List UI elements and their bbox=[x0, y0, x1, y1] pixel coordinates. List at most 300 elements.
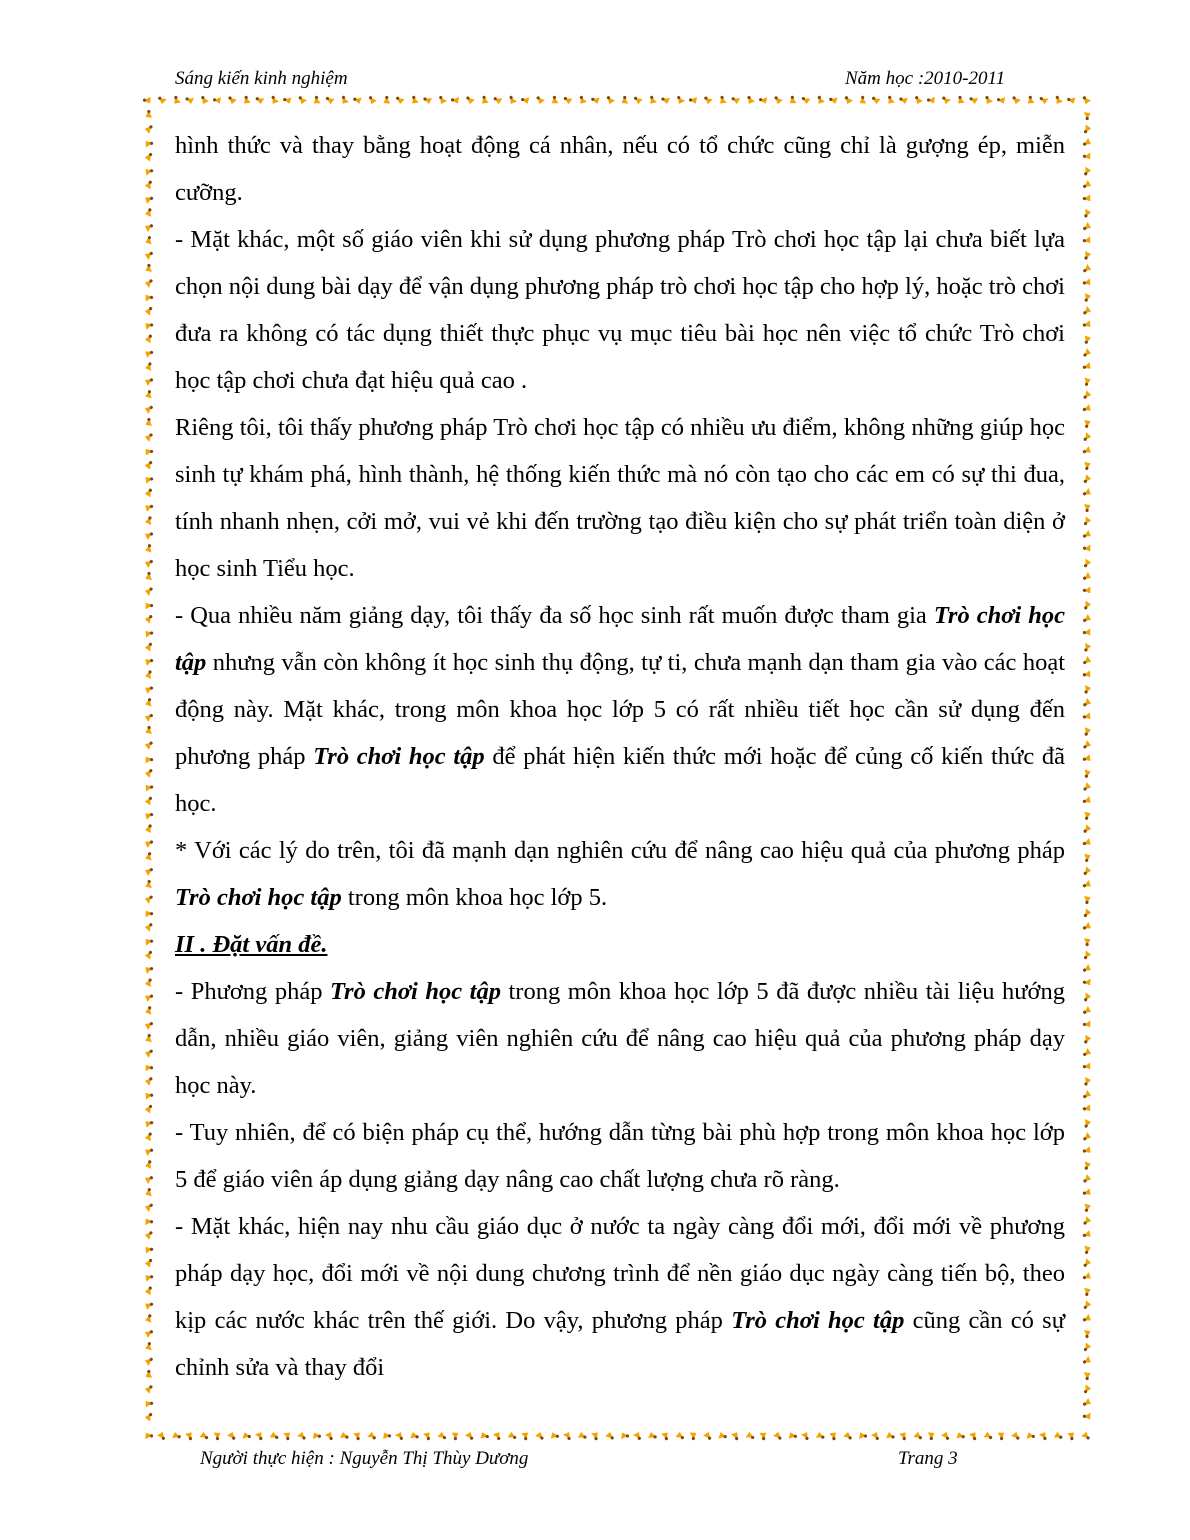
border-ornament bbox=[297, 1431, 307, 1440]
border-ornament bbox=[465, 1430, 476, 1440]
border-ornament bbox=[143, 964, 154, 975]
border-ornament bbox=[409, 95, 419, 106]
emphasis-text: Trò chơi học tập bbox=[731, 1307, 905, 1334]
border-ornament bbox=[283, 97, 293, 105]
border-ornament bbox=[913, 1431, 923, 1440]
border-ornament bbox=[143, 754, 154, 764]
border-ornament bbox=[145, 1132, 152, 1141]
border-ornament bbox=[269, 95, 280, 106]
border-ornament bbox=[353, 1430, 363, 1441]
border-ornament bbox=[675, 95, 686, 105]
border-ornament bbox=[145, 1006, 152, 1015]
border-ornament bbox=[143, 320, 154, 330]
border-ornament bbox=[143, 656, 154, 667]
border-ornament bbox=[1082, 320, 1093, 330]
border-ornament bbox=[144, 1342, 152, 1352]
text-run: - Phương pháp bbox=[175, 978, 330, 1005]
border-ornament bbox=[143, 1202, 153, 1213]
border-ornament bbox=[1084, 209, 1091, 218]
border-ornament bbox=[382, 95, 391, 105]
border-ornament bbox=[871, 1430, 882, 1440]
border-ornament bbox=[1082, 572, 1092, 583]
border-ornament bbox=[521, 1430, 531, 1441]
border-ornament bbox=[1082, 1356, 1093, 1367]
border-ornament bbox=[297, 96, 308, 106]
border-ornament bbox=[1084, 643, 1091, 652]
border-ornament bbox=[1083, 1300, 1092, 1310]
border-ornament bbox=[1084, 418, 1092, 428]
paragraph bbox=[175, 827, 1065, 921]
border-ornament bbox=[144, 642, 152, 651]
border-ornament bbox=[1082, 194, 1093, 204]
border-ornament bbox=[1082, 1104, 1093, 1114]
border-ornament bbox=[731, 1430, 742, 1441]
border-ornament bbox=[689, 1430, 698, 1440]
border-ornament bbox=[969, 1430, 980, 1441]
border-ornament bbox=[1083, 698, 1093, 709]
border-ornament bbox=[143, 1020, 153, 1031]
border-ornament bbox=[144, 124, 153, 134]
border-ornament bbox=[1082, 1006, 1092, 1017]
border-ornament bbox=[144, 852, 152, 861]
border-ornament bbox=[1083, 460, 1092, 470]
border-ornament bbox=[437, 1431, 447, 1439]
border-ornament bbox=[829, 1430, 839, 1441]
border-ornament bbox=[157, 96, 167, 105]
border-ornament bbox=[242, 1431, 252, 1439]
border-ornament bbox=[143, 250, 153, 261]
border-ornament bbox=[144, 1230, 153, 1240]
border-ornament bbox=[479, 95, 489, 106]
border-ornament bbox=[1082, 1188, 1093, 1198]
border-ornament bbox=[143, 446, 154, 456]
border-ornament bbox=[157, 1430, 168, 1440]
border-ornament bbox=[1083, 222, 1093, 233]
border-ornament bbox=[143, 600, 154, 610]
border-ornament bbox=[675, 1431, 685, 1439]
border-ornament bbox=[1083, 824, 1092, 834]
border-ornament bbox=[145, 824, 152, 833]
border-ornament bbox=[437, 95, 448, 105]
border-ornament bbox=[143, 1300, 154, 1311]
border-ornament bbox=[1084, 1384, 1092, 1394]
border-ornament bbox=[843, 96, 854, 106]
border-ornament bbox=[1084, 852, 1092, 862]
border-ornament bbox=[144, 1384, 153, 1394]
border-ornament bbox=[1084, 601, 1091, 610]
border-ornament bbox=[1082, 138, 1092, 149]
border-ornament bbox=[717, 95, 727, 106]
text-run: - Qua nhiều năm giảng dạy, tôi thấy đa số học sinh rất muốn được tham gia bbox=[175, 602, 934, 629]
border-ornament bbox=[591, 97, 600, 104]
border-ornament bbox=[1083, 390, 1092, 400]
border-ornament bbox=[577, 95, 588, 106]
border-ornament bbox=[1082, 1020, 1093, 1030]
border-ornament bbox=[381, 1431, 391, 1440]
border-ornament bbox=[144, 263, 153, 273]
border-ornament bbox=[1083, 474, 1091, 484]
border-ornament bbox=[144, 880, 153, 890]
text-run: để phát hiện kiến thức mới hoặc để củng cố kiến thức đã học. bbox=[175, 743, 1066, 817]
border-ornament bbox=[144, 1369, 153, 1379]
border-ornament bbox=[1083, 1370, 1092, 1380]
border-ornament bbox=[857, 95, 866, 105]
border-ornament bbox=[255, 97, 264, 104]
border-ornament bbox=[1083, 306, 1093, 317]
border-ornament bbox=[619, 1431, 629, 1440]
border-ornament bbox=[1084, 251, 1091, 260]
border-ornament bbox=[144, 306, 152, 316]
border-ornament bbox=[563, 1430, 574, 1441]
border-ornament bbox=[619, 95, 628, 105]
border-ornament bbox=[956, 1432, 965, 1439]
border-ornament bbox=[339, 95, 350, 106]
border-ornament bbox=[1083, 110, 1092, 120]
emphasis-text: Trò chơi học tập bbox=[330, 978, 501, 1005]
border-ornament bbox=[801, 1430, 812, 1441]
border-ornament bbox=[1082, 964, 1093, 975]
border-ornament bbox=[605, 96, 616, 106]
border-ornament bbox=[144, 432, 153, 442]
border-ornament bbox=[983, 1431, 993, 1439]
border-ornament bbox=[1082, 796, 1093, 807]
border-ornament bbox=[144, 726, 153, 736]
border-ornament bbox=[145, 362, 152, 371]
border-ornament bbox=[1082, 236, 1093, 246]
border-ornament bbox=[508, 1431, 517, 1439]
border-ornament bbox=[144, 152, 152, 162]
border-ornament bbox=[144, 614, 153, 624]
border-ornament bbox=[144, 796, 152, 806]
text-run: trong môn khoa học lớp 5 đã được nhiều tài liệu hướng dẫn, nhiều giáo viên, giảng viên nghiên cứu để nâng cao hiệu quả của phương pháp dạy học này. bbox=[175, 978, 1065, 1099]
border-ornament bbox=[941, 1430, 952, 1440]
border-ornament bbox=[1084, 993, 1092, 1002]
border-ornament bbox=[227, 96, 237, 105]
paragraph: - Mặt khác, một số giáo viên khi sử dụng phương pháp Trò chơi học tập lại chưa biết lựa chọn nội dung bài dạy để vận dụng phương pháp trò chơi học tập cho hợp lý, hoặc trò chơi đưa ra không có tác dụng thiết thực phục vụ mục tiêu bài học nên việc tổ chức Trò chơi học tập chơi chưa đạt hiệu quả cao . bbox=[175, 226, 1065, 394]
border-ornament bbox=[145, 208, 152, 217]
text-run: - Mặt khác, hiện nay nhu cầu giáo dục ở nước ta ngày càng đổi mới, đổi mới về phương pháp dạy học, đổi mới về nội dung chương trình để nền giáo dục ngày càng tiến bộ, theo kịp các nước khác trên thế giới. Do vậy, phương pháp bbox=[175, 1213, 1065, 1334]
border-ornament bbox=[899, 97, 908, 104]
border-ornament bbox=[1084, 769, 1092, 778]
border-ornament bbox=[1082, 1272, 1093, 1283]
border-ornament bbox=[1084, 293, 1091, 302]
border-ornament bbox=[1084, 1035, 1091, 1044]
border-ornament bbox=[521, 97, 531, 105]
border-ornament bbox=[997, 97, 1007, 105]
border-ornament bbox=[143, 1244, 154, 1254]
border-ornament bbox=[1053, 95, 1064, 106]
border-ornament bbox=[1082, 362, 1093, 372]
border-ornament bbox=[144, 1412, 152, 1422]
border-ornament bbox=[549, 1431, 559, 1439]
emphasis-text: Trò chơi học tập bbox=[175, 884, 342, 911]
border-ornament bbox=[1082, 488, 1093, 499]
emphasis-text: Trò chơi học tập bbox=[175, 602, 1066, 676]
border-ornament bbox=[507, 95, 518, 106]
border-ornament bbox=[144, 1188, 152, 1198]
border-ornament bbox=[144, 1258, 152, 1268]
border-ornament bbox=[913, 95, 924, 105]
border-ornament bbox=[1083, 782, 1092, 792]
border-ornament bbox=[1083, 894, 1092, 904]
border-ornament bbox=[689, 96, 699, 105]
footer-author: Người thực hiện : Nguyễn Thị Thùy Dương bbox=[200, 1448, 529, 1469]
border-ornament bbox=[144, 922, 153, 932]
border-ornament bbox=[213, 96, 223, 105]
border-ornament bbox=[325, 1430, 336, 1441]
border-ornament bbox=[787, 95, 797, 106]
border-ornament bbox=[591, 1430, 601, 1441]
border-ornament bbox=[535, 1431, 546, 1441]
border-ornament bbox=[143, 1217, 153, 1226]
border-ornament bbox=[1084, 1203, 1092, 1212]
border-ornament bbox=[311, 95, 321, 106]
border-ornament bbox=[143, 1118, 154, 1128]
border-ornament bbox=[143, 992, 154, 1003]
paragraph bbox=[175, 1203, 1065, 1391]
border-ornament bbox=[1082, 922, 1093, 933]
border-ornament bbox=[605, 1431, 615, 1440]
border-ornament bbox=[1011, 96, 1022, 106]
border-ornament bbox=[1082, 1048, 1092, 1059]
border-ornament bbox=[955, 95, 965, 106]
border-ornament bbox=[1083, 936, 1092, 946]
border-ornament bbox=[563, 97, 573, 105]
border-ornament bbox=[143, 936, 154, 946]
border-ornament bbox=[816, 1432, 825, 1439]
border-ornament bbox=[395, 1430, 406, 1440]
border-ornament bbox=[1084, 727, 1091, 736]
border-ornament bbox=[578, 1432, 587, 1439]
border-ornament bbox=[480, 1431, 489, 1439]
border-ornament bbox=[899, 1430, 909, 1441]
border-ornament bbox=[1083, 740, 1093, 751]
border-ornament bbox=[465, 96, 475, 105]
section-heading bbox=[175, 921, 1065, 968]
border-ornament bbox=[857, 1431, 867, 1440]
border-ornament bbox=[535, 96, 546, 106]
border-ornament bbox=[144, 236, 152, 246]
border-ornament bbox=[1084, 685, 1091, 694]
border-ornament bbox=[145, 670, 152, 679]
border-ornament bbox=[1084, 1119, 1091, 1128]
border-ornament bbox=[1084, 1342, 1092, 1352]
emphasis-text: Trò chơi học tập bbox=[313, 743, 485, 770]
border-ornament bbox=[144, 278, 153, 288]
border-ornament bbox=[145, 180, 152, 189]
border-ornament bbox=[703, 1430, 714, 1440]
border-ornament bbox=[143, 810, 154, 821]
border-ornament bbox=[143, 194, 154, 205]
border-ornament bbox=[1082, 152, 1092, 161]
border-ornament bbox=[255, 1430, 266, 1441]
border-ornament bbox=[1082, 978, 1092, 987]
border-ornament bbox=[1082, 1398, 1092, 1409]
border-ornament bbox=[731, 97, 740, 104]
border-ornament bbox=[718, 1431, 727, 1439]
border-ornament bbox=[171, 95, 181, 106]
border-ornament bbox=[1082, 180, 1092, 191]
border-ornament bbox=[145, 516, 152, 525]
border-ornament bbox=[1011, 1431, 1022, 1441]
border-ornament bbox=[969, 97, 978, 104]
border-ornament bbox=[633, 1430, 644, 1440]
border-ornament bbox=[144, 698, 152, 707]
border-ornament bbox=[1082, 754, 1093, 764]
border-ornament bbox=[144, 950, 152, 960]
border-ornament bbox=[410, 1432, 419, 1439]
border-ornament bbox=[145, 334, 152, 343]
border-ornament bbox=[340, 1432, 349, 1439]
border-ornament bbox=[1082, 1062, 1093, 1072]
border-ornament bbox=[983, 95, 994, 106]
border-ornament bbox=[145, 488, 153, 497]
border-ornament bbox=[1082, 544, 1092, 553]
border-ornament bbox=[367, 1431, 377, 1440]
border-ornament bbox=[311, 1431, 321, 1439]
border-ornament bbox=[144, 390, 152, 400]
border-ornament bbox=[1083, 1328, 1092, 1338]
border-ornament bbox=[423, 1430, 434, 1441]
border-ornament bbox=[143, 1174, 153, 1185]
border-ornament bbox=[1083, 1090, 1093, 1101]
border-ornament bbox=[1084, 950, 1092, 960]
border-ornament bbox=[144, 109, 153, 119]
paragraph: Riêng tôi, tôi thấy phương pháp Trò chơi học tập có nhiều ưu điểm, không những giúp học sinh tự khám phá, hình thành, hệ thống kiến thức mà nó còn tạo cho các em có sự thi đua, tính nhanh nhẹn, cởi mở, vui vẻ khi đến trường tạo điều kiện cho sự phát triển toàn diện ở học sinh Tiểu học. bbox=[175, 414, 1065, 582]
border-ornament bbox=[633, 96, 643, 105]
border-ornament bbox=[143, 166, 154, 176]
footer-page-number: Trang 3 bbox=[898, 1448, 958, 1469]
border-ornament bbox=[1083, 502, 1092, 512]
border-ornament bbox=[1067, 97, 1076, 105]
border-ornament bbox=[143, 684, 154, 695]
text-run: nhưng vẫn còn không ít học sinh thụ động, tự ti, chưa mạnh dạn tham gia vào các hoạt động này. Mặt khác, trong môn khoa học lớp 5 có rất nhiều tiết học cần sử dụng đến phương pháp bbox=[175, 649, 1065, 770]
border-ornament bbox=[143, 1146, 154, 1157]
border-ornament bbox=[661, 1430, 672, 1441]
border-ornament bbox=[143, 628, 154, 638]
text-run: * Với các lý do trên, tôi đã mạnh dạn nghiên cứu để nâng cao hiệu quả của phương pháp bbox=[175, 837, 1065, 864]
border-ornament bbox=[549, 95, 559, 106]
border-ornament bbox=[144, 572, 153, 582]
border-ornament bbox=[199, 1431, 209, 1439]
paragraph bbox=[175, 968, 1065, 1109]
border-ornament bbox=[927, 96, 937, 105]
border-ornament bbox=[143, 1398, 154, 1408]
border-ornament bbox=[143, 1431, 153, 1440]
border-ornament bbox=[367, 96, 378, 106]
border-ornament bbox=[1084, 167, 1091, 176]
border-ornament bbox=[1082, 712, 1093, 722]
border-ornament bbox=[185, 1430, 196, 1441]
border-ornament bbox=[1084, 811, 1092, 821]
section-title: II . Đặt vấn đề. bbox=[175, 931, 328, 958]
border-ornament bbox=[144, 740, 154, 751]
header-title: Sáng kiến kinh nghiệm bbox=[175, 68, 348, 89]
border-ornament bbox=[1082, 404, 1093, 415]
border-ornament bbox=[143, 404, 153, 415]
border-ornament bbox=[145, 1314, 152, 1323]
border-ornament bbox=[1083, 656, 1093, 667]
border-ornament bbox=[143, 558, 153, 569]
border-ornament bbox=[143, 1272, 154, 1282]
border-ornament bbox=[143, 712, 153, 723]
border-ornament bbox=[773, 1431, 784, 1441]
border-ornament bbox=[927, 1430, 936, 1440]
border-ornament bbox=[759, 1430, 769, 1441]
border-ornament bbox=[1083, 432, 1092, 442]
border-ornament bbox=[227, 1430, 238, 1440]
border-ornament bbox=[1039, 97, 1048, 105]
border-ornament bbox=[1026, 1431, 1036, 1439]
border-ornament bbox=[843, 1431, 853, 1440]
border-ornament bbox=[1084, 1286, 1092, 1296]
border-ornament bbox=[1082, 1146, 1093, 1156]
border-ornament bbox=[143, 376, 154, 387]
border-ornament bbox=[871, 96, 881, 104]
border-ornament bbox=[1083, 1258, 1092, 1268]
paragraph bbox=[175, 592, 1065, 827]
border-ornament bbox=[185, 97, 194, 104]
border-ornament bbox=[143, 908, 153, 917]
border-ornament bbox=[1082, 838, 1093, 849]
border-ornament bbox=[144, 544, 152, 554]
border-ornament bbox=[493, 1430, 504, 1441]
border-ornament bbox=[145, 1160, 152, 1169]
border-ornament bbox=[1083, 1132, 1093, 1143]
border-ornament bbox=[941, 96, 951, 105]
border-ornament bbox=[143, 782, 154, 792]
border-ornament bbox=[270, 1432, 279, 1440]
border-ornament bbox=[142, 96, 152, 105]
border-ornament bbox=[283, 1430, 293, 1441]
border-ornament bbox=[885, 95, 896, 106]
border-ornament bbox=[144, 418, 153, 428]
border-ornament bbox=[143, 1328, 153, 1339]
border-ornament bbox=[886, 1432, 895, 1439]
border-ornament bbox=[199, 95, 210, 105]
border-ornament bbox=[815, 95, 826, 106]
border-ornament bbox=[1084, 335, 1091, 344]
border-ornament bbox=[241, 95, 251, 106]
border-ornament bbox=[1084, 1077, 1091, 1086]
border-ornament bbox=[1082, 880, 1093, 891]
paragraph: hình thức và thay bằng hoạt động cá nhân, nếu có tổ chức cũng chỉ là gượng ép, miễn cưỡng. bbox=[175, 132, 1065, 206]
text-run: cũng cần có sự chỉnh sửa và thay đổi bbox=[175, 1307, 1065, 1381]
border-ornament bbox=[144, 586, 154, 597]
border-ornament bbox=[1025, 95, 1035, 106]
border-ornament bbox=[1067, 1430, 1077, 1441]
border-ornament bbox=[143, 1062, 153, 1071]
header-school-year: Năm học :2010-2011 bbox=[845, 68, 1006, 89]
border-ornament bbox=[1082, 586, 1093, 596]
border-ornament bbox=[1084, 1245, 1092, 1255]
border-ornament bbox=[1082, 1230, 1093, 1241]
border-ornament bbox=[143, 474, 154, 484]
border-ornament bbox=[143, 530, 154, 541]
border-ornament bbox=[144, 768, 153, 778]
border-ornament bbox=[451, 1430, 461, 1441]
border-ornament bbox=[829, 97, 838, 105]
border-ornament bbox=[997, 1430, 1007, 1441]
border-ornament bbox=[213, 1430, 223, 1441]
border-ornament bbox=[801, 97, 811, 105]
border-ornament bbox=[703, 96, 713, 105]
border-ornament bbox=[1082, 530, 1093, 541]
border-ornament bbox=[143, 348, 154, 359]
border-ornament bbox=[451, 96, 461, 105]
border-ornament bbox=[143, 502, 154, 513]
border-ornament bbox=[1082, 1314, 1093, 1325]
